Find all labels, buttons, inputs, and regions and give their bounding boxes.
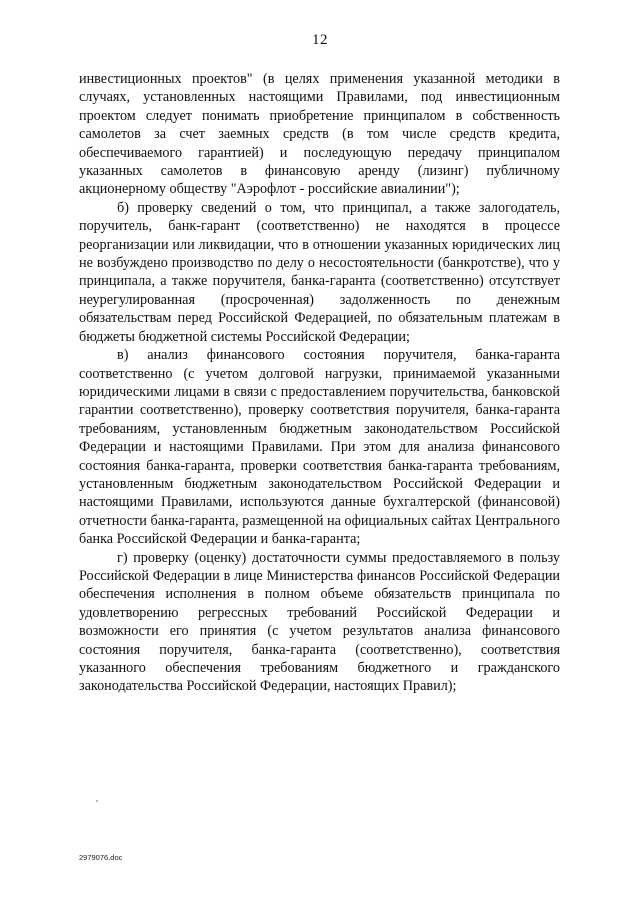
paragraph-g: г) проверку (оценку) достаточности суммы предоставляемого в пользу Российской Федерации в лице Министерства финансов Российской Федерации обеспечения исполнения в полном объеме обязательств принципала по удовлетворению регрессных требований Российской Федерации и возможности его принятия (с учетом результатов анализа финансового состояния поручителя, банка-гаранта (соответственно), соответствия указанного обеспечения требованиям бюджетного и гражданского законодательства Российской Федерации, настоящих Правил); <box>79 549 560 695</box>
paragraph-v: в) анализ финансового состояния поручителя, банка-гаранта соответственно (с учетом долговой нагрузки, принимаемой указанными юридическими лицами в связи с предоставлением поручительства, банковской гарантии соответственно), проверку соответствия поручителя, банка-гаранта требованиям, установленным бюджетным законодательством Российской Федерации и настоящими Правилами. При этом для анализа финансового состояния банка-гаранта, проверки соответствия банка-гаранта требованиям, установленным бюджетным законодательством Российской Федерации и настоящими Правилами, используются данные бухгалтерской (финансовой) отчетности банка-гаранта, размещенной на официальных сайтах Центрального банка Российской Федерации и банка-гаранта; <box>79 347 560 548</box>
paragraph-continuation: инвестиционных проектов" (в целях применения указанной методики в случаях, установленных настоящими Правилами, под инвестиционным проектом следует понимать приобретение принципалом в собственность самолетов за счет заемных средств (в том числе средств кредита, обеспечиваемого гарантией) и последующую передачу принципалом указанных самолетов в финансовую аренду (лизинг) публичному акционерному обществу "Аэрофлот - российские авиалинии"); <box>79 71 560 198</box>
paragraph-b: б) проверку сведений о том, что принципал, а также залогодатель, поручитель, банк-гарант (соответственно) не находятся в процессе реорганизации или ликвидации, что в отношении указанных юридических лиц не возбуждено производство по делу о несостоятельности (банкротстве), что у принципала, а также поручителя, банка-гаранта (соответственно) отсутствует неурегулированная (просроченная) задолженность по денежным обязательствам перед Российской Федерацией, по обязательным платежам в бюджеты бюджетной системы Российской Федерации; <box>79 199 560 345</box>
page-number: 12 <box>312 32 328 48</box>
document-body <box>79 70 560 696</box>
scan-speck <box>96 800 98 802</box>
footer-filename: 2979076.doc <box>79 853 123 862</box>
